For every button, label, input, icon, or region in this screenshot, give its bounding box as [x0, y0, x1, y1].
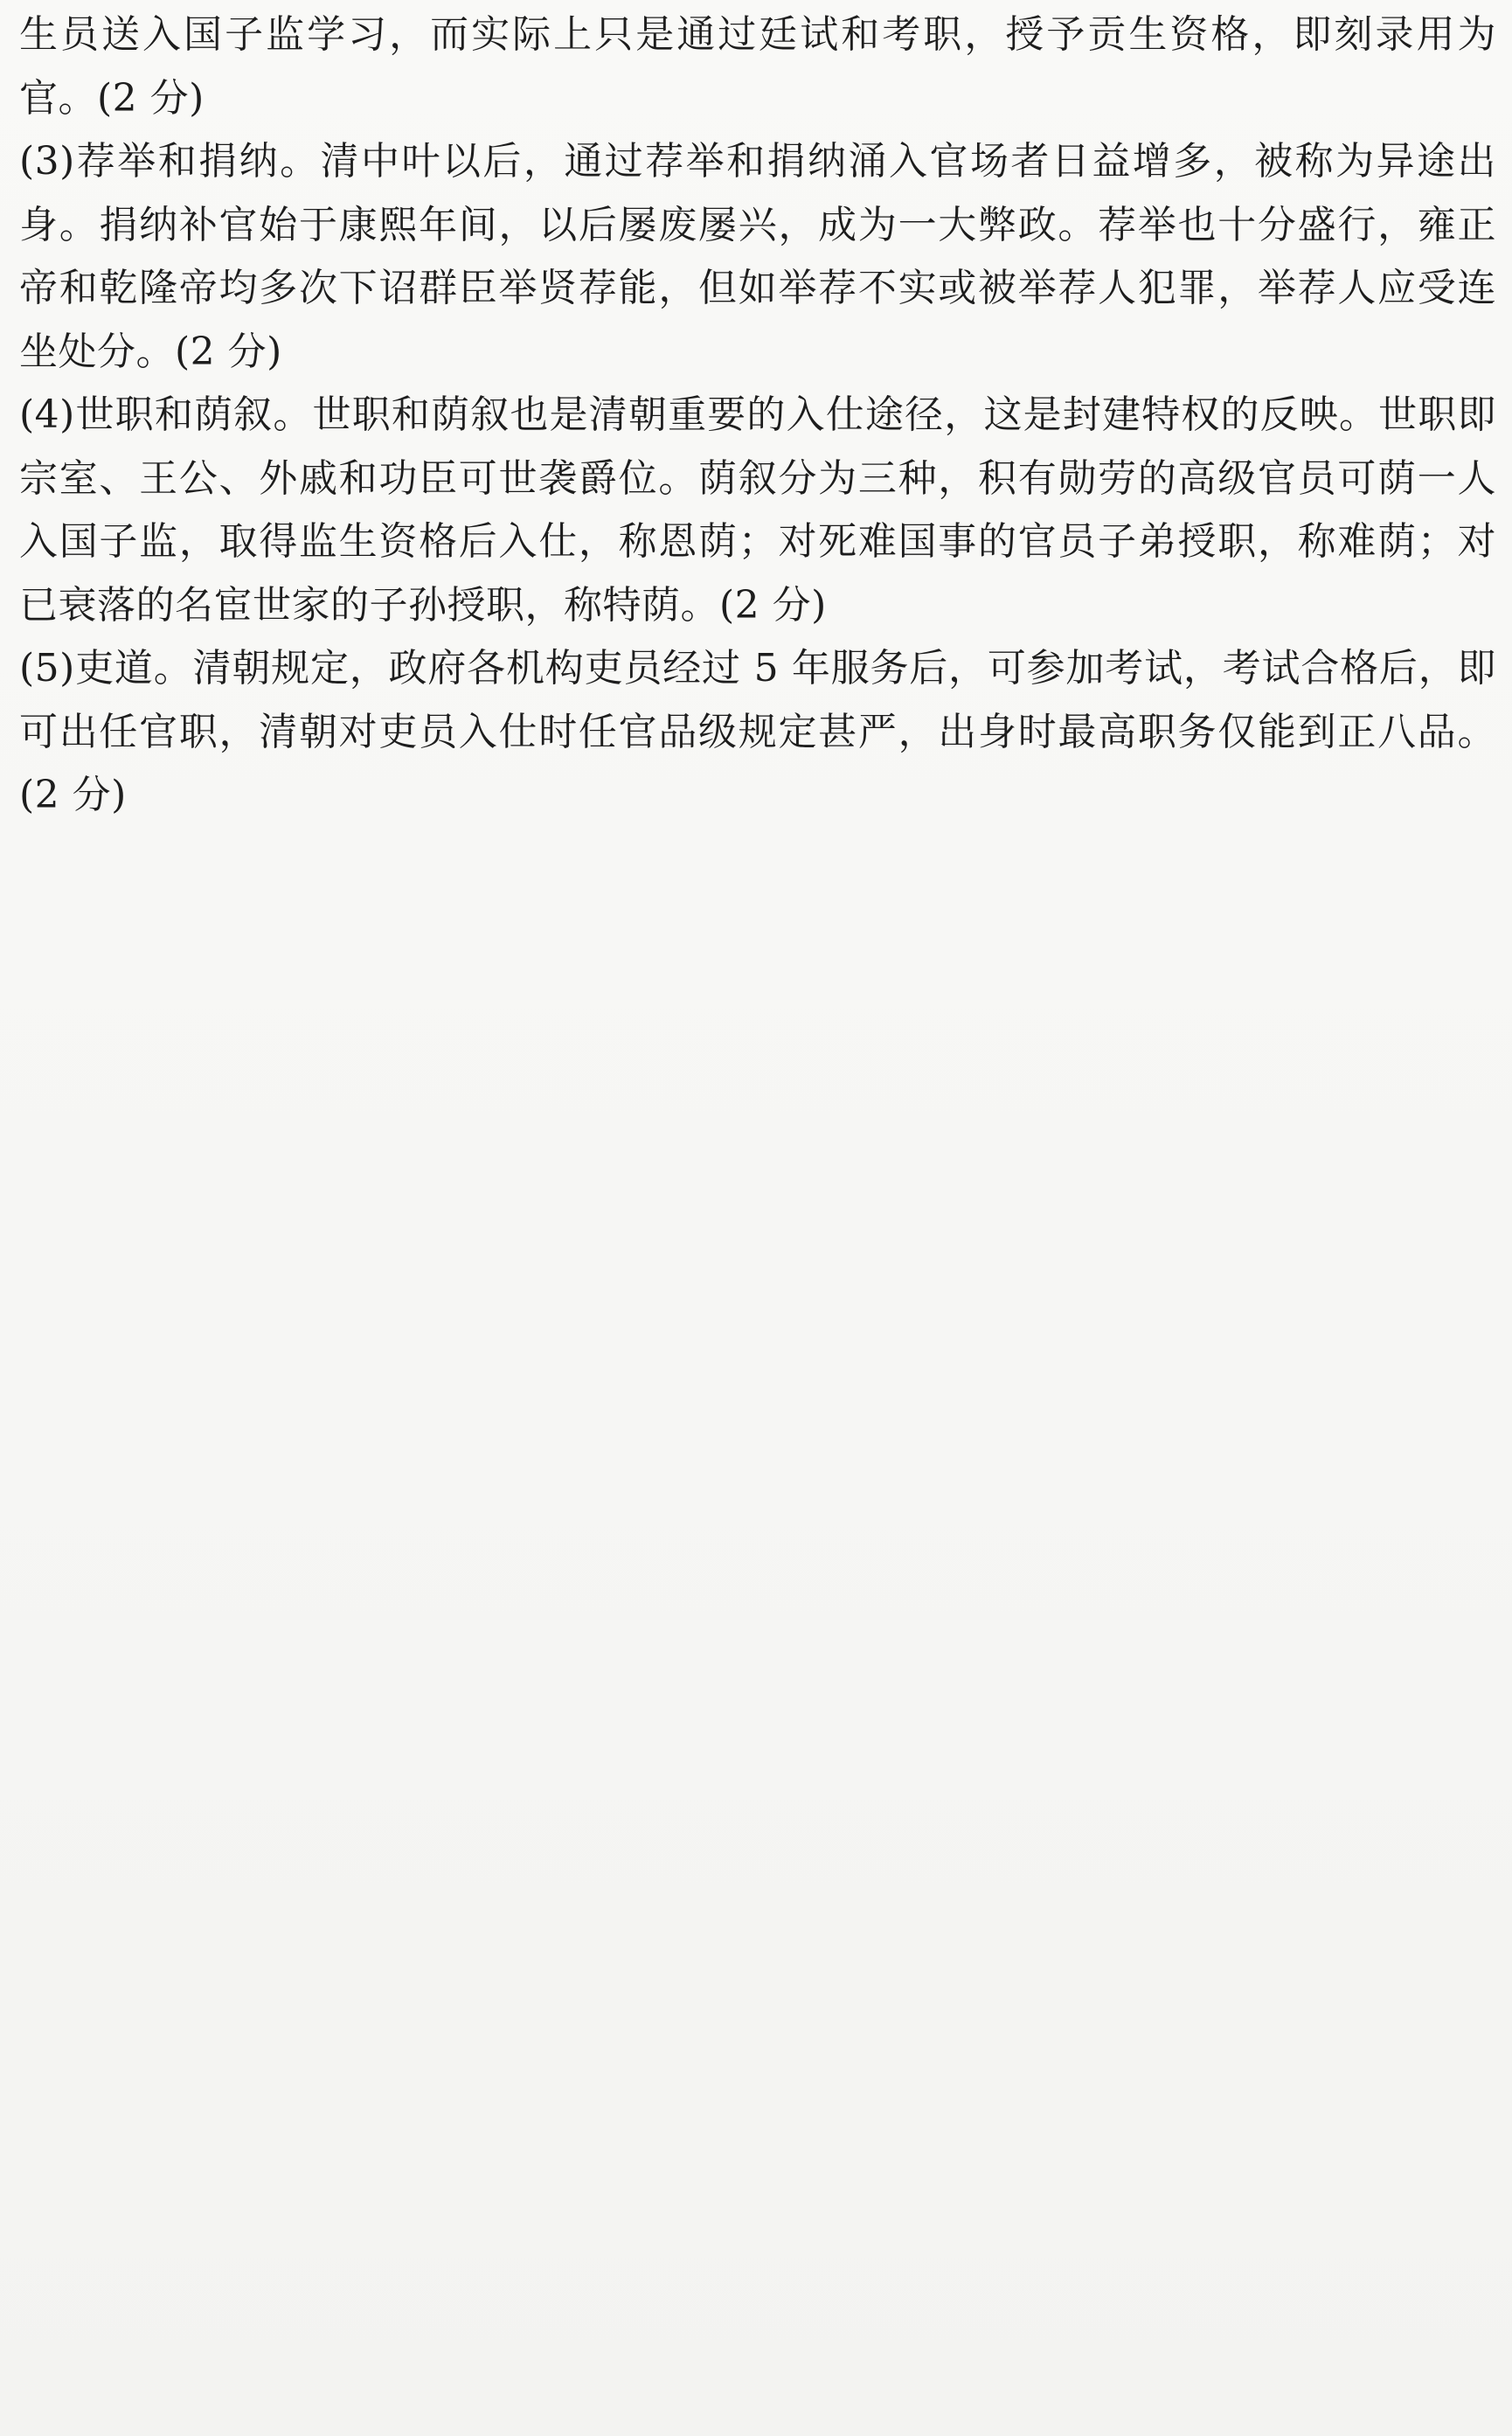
paragraph-item-4: (4)世职和荫叙。世职和荫叙也是清朝重要的入仕途径，这是封建特权的反映。世职即宗室、王公、外戚和功臣可世袭爵位。荫叙分为三种，积有勋劳的高级官员可荫一人入国子监，取得监生资格后入仕，称恩荫；对死难国事的官员子弟授职，称难荫；对已衰落的名宦世家的子孙授职，称特荫。(2 分) — [19, 392, 1496, 628]
paragraph-item-5: (5)吏道。清朝规定，政府各机构吏员经过 5 年服务后，可参加考试，考试合格后，即可出任官职，清朝对吏员入仕时任官品级规定甚严，出身时最高职务仅能到正八品。(2 分) — [19, 646, 1496, 817]
paragraph-continuation: 生员送入国子监学习，而实际上只是通过廷试和考职，授予贡生资格，即刻录用为官。(2 分) — [19, 12, 1496, 121]
answer-text-block — [19, 3, 1496, 828]
paragraph-item-3: (3)荐举和捐纳。清中叶以后，通过荐举和捐纳涌入官场者日益增多，被称为异途出身。捐纳补官始于康熙年间，以后屡废屡兴，成为一大弊政。荐举也十分盛行，雍正帝和乾隆帝均多次下诏群臣举贤荐能，但如举荐不实或被举荐人犯罪，举荐人应受连坐处分。(2 分) — [19, 139, 1496, 374]
